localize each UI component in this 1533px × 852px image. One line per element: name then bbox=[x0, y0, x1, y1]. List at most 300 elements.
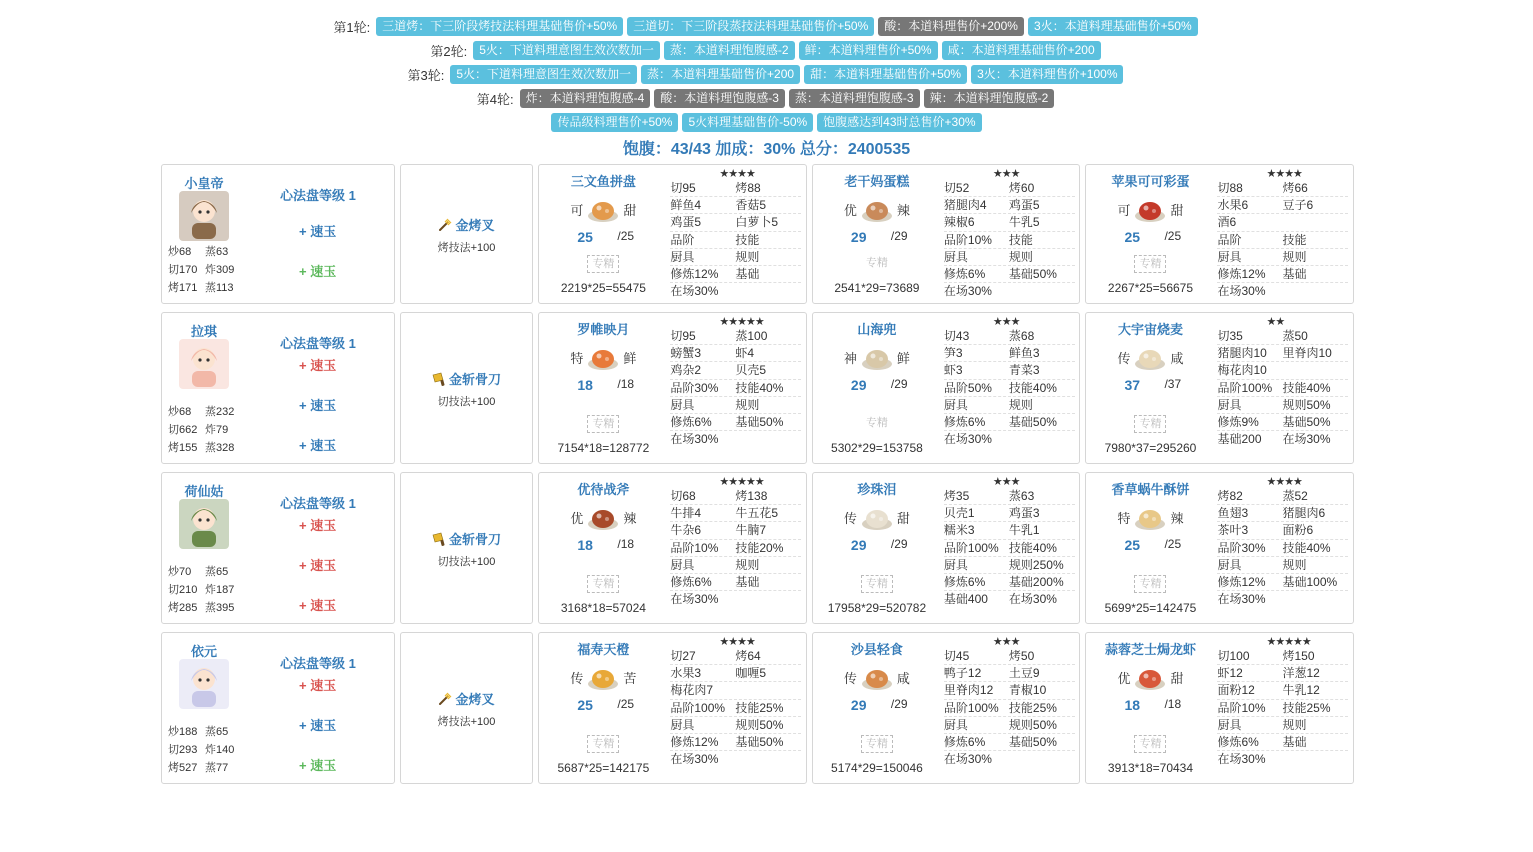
recipe-detail-table bbox=[1217, 328, 1348, 448]
skill-level-button[interactable]: 心法盘等级 1 bbox=[280, 336, 356, 351]
recipe-specialty: 专精 bbox=[587, 415, 619, 433]
equip-card[interactable] bbox=[400, 164, 534, 304]
recipe-detail-cell: 厨具 bbox=[943, 249, 968, 264]
recipe-card[interactable] bbox=[538, 164, 807, 304]
recipe-food-icon bbox=[861, 662, 893, 692]
recipe-detail-row bbox=[670, 540, 801, 557]
recipe-detail-cell: 厨具 bbox=[670, 397, 695, 412]
chef-stat-line bbox=[168, 759, 242, 777]
recipe-detail-cell: 糯米3 bbox=[943, 523, 975, 538]
chef-stat-line bbox=[168, 741, 242, 759]
recipe-name: 蒜蓉芝士焗龙虾 bbox=[1104, 642, 1196, 657]
recipe-detail-cell: 烤82 bbox=[1217, 489, 1243, 503]
recipe-detail-cell: 里脊肉10 bbox=[1282, 346, 1332, 361]
equip-name bbox=[401, 215, 533, 234]
recipe-detail-cell: 修炼6% bbox=[670, 414, 712, 429]
equip-card[interactable] bbox=[400, 472, 534, 624]
recipe-name: 优待战斧 bbox=[577, 482, 630, 497]
recipe-detail-row bbox=[1217, 266, 1348, 283]
round-row bbox=[0, 86, 1533, 110]
recipe-card[interactable] bbox=[1085, 312, 1354, 464]
recipe-detail-cell: 厨具 bbox=[943, 397, 968, 412]
recipe-detail-cell: 品阶30% bbox=[670, 380, 719, 395]
chef-card bbox=[161, 632, 395, 784]
buff-tag: 5火料理基础售价-50% bbox=[682, 113, 813, 132]
recipe-total: 2541*29=73689 bbox=[834, 281, 920, 295]
recipe-detail-row bbox=[670, 700, 801, 717]
recipe-detail-cell: 基础400 bbox=[943, 592, 988, 607]
recipe-detail-row bbox=[670, 431, 801, 448]
cleaver-icon bbox=[432, 532, 446, 546]
recipe-detail-row bbox=[1217, 665, 1348, 682]
recipe-detail-cell: 梅花肉10 bbox=[1217, 363, 1267, 378]
chef-stat: 切170 bbox=[168, 264, 198, 276]
recipe-detail-cell: 基础 bbox=[735, 574, 760, 589]
recipe-detail-cell: 烤88 bbox=[735, 181, 761, 195]
recipe-flavor: 甜 bbox=[896, 510, 910, 526]
recipe-detail-cell: 基础100% bbox=[1282, 574, 1338, 589]
recipe-detail-cell bbox=[735, 283, 801, 300]
recipe-detail-cell: 在场30% bbox=[1217, 284, 1266, 299]
recipe-specialty: 专精 bbox=[865, 257, 888, 269]
recipe-detail-cell: 牛杂6 bbox=[670, 523, 702, 538]
recipe-quantity-input[interactable]: 18 bbox=[577, 537, 593, 553]
recipe-detail-cell: 修炼9% bbox=[1217, 414, 1259, 429]
recipe-grade: 传 bbox=[570, 670, 584, 686]
recipe-stars: ★★★ bbox=[992, 316, 1020, 328]
recipe-detail-row bbox=[1217, 362, 1348, 379]
recipe-specialty: 专精 bbox=[861, 735, 893, 753]
recipe-detail-cell: 技能 bbox=[1008, 232, 1033, 247]
jade-slot-button[interactable]: + 速玉 bbox=[299, 558, 337, 573]
recipe-quantity-input[interactable]: 25 bbox=[577, 697, 593, 713]
recipe-flavor: 辣 bbox=[896, 202, 910, 218]
team-row bbox=[161, 164, 1354, 304]
recipe-detail-cell: 基础50% bbox=[735, 734, 784, 749]
recipe-total: 2219*25=55475 bbox=[560, 281, 646, 295]
recipe-detail-row bbox=[670, 682, 801, 699]
chef-stat-line bbox=[168, 279, 242, 297]
recipe-detail-row bbox=[1217, 700, 1348, 717]
recipe-grade: 优 bbox=[570, 510, 584, 526]
recipe-detail-row bbox=[670, 648, 801, 665]
recipe-detail-row bbox=[1217, 682, 1348, 699]
chef-stat: 炸187 bbox=[205, 584, 235, 596]
recipe-detail-cell bbox=[1282, 362, 1348, 378]
recipe-detail-table bbox=[1217, 180, 1348, 300]
recipe-name: 罗帷映月 bbox=[577, 322, 630, 337]
buff-tag: 饱腹感达到43时总售价+30% bbox=[817, 113, 981, 132]
recipe-detail-cell: 猪腿肉4 bbox=[943, 198, 987, 213]
equip-name bbox=[401, 529, 533, 548]
jade-slot-button[interactable]: + 速玉 bbox=[299, 598, 337, 613]
recipe-detail-row bbox=[1217, 283, 1348, 300]
team-row bbox=[161, 632, 1354, 784]
skill-level-button[interactable]: 心法盘等级 1 bbox=[280, 496, 356, 511]
equip-name bbox=[401, 689, 533, 708]
jade-slot-button[interactable]: + 速玉 bbox=[299, 358, 337, 373]
recipe-detail-cell: 切68 bbox=[670, 489, 696, 503]
recipe-card[interactable] bbox=[538, 312, 807, 464]
recipe-total: 3168*18=57024 bbox=[560, 601, 646, 615]
buff-tag: 甜：本道料理基础售价+50% bbox=[804, 65, 967, 84]
recipe-detail-cell: 基础50% bbox=[1008, 414, 1057, 429]
recipe-detail-row bbox=[670, 574, 801, 591]
recipe-quantity-max: /29 bbox=[890, 697, 908, 711]
recipe-specialty: 专精 bbox=[1134, 735, 1166, 753]
recipe-detail-cell: 蒸68 bbox=[1008, 329, 1035, 343]
skill-level-button[interactable]: 心法盘等级 1 bbox=[280, 188, 356, 203]
recipe-detail-row bbox=[670, 665, 801, 682]
recipe-detail-cell: 厨具 bbox=[943, 717, 968, 732]
recipe-stars: ★★★★ bbox=[719, 636, 755, 648]
recipe-detail-cell: 鸡杂2 bbox=[670, 363, 702, 378]
recipe-card[interactable] bbox=[812, 632, 1081, 784]
buff-tag: 鲜：本道料理售价+50% bbox=[799, 41, 938, 60]
recipe-specialty: 专精 bbox=[1134, 415, 1166, 433]
recipe-icon-row bbox=[813, 193, 941, 225]
recipe-detail-cell: 切45 bbox=[943, 649, 970, 663]
recipe-food-icon bbox=[861, 342, 893, 372]
recipe-quantity-input[interactable]: 29 bbox=[850, 377, 867, 393]
recipe-detail-cell: 辣椒6 bbox=[943, 215, 975, 230]
recipe-specialty: 专精 bbox=[587, 575, 619, 593]
equip-name bbox=[401, 369, 533, 388]
recipe-detail-row bbox=[670, 734, 801, 751]
jade-slot-button[interactable]: + 速玉 bbox=[299, 398, 337, 413]
equip-card[interactable] bbox=[400, 312, 534, 464]
chef-stat-line bbox=[168, 599, 242, 617]
recipe-detail-cell bbox=[1282, 751, 1348, 768]
round-label: 第1轮: bbox=[333, 19, 371, 35]
recipe-detail-cell: 烤150 bbox=[1282, 649, 1315, 663]
chef-stat: 蒸65 bbox=[205, 726, 229, 738]
round-label: 第2轮: bbox=[430, 43, 468, 59]
recipe-detail-cell: 在场30% bbox=[1282, 432, 1331, 447]
jade-slot-button[interactable]: + 速玉 bbox=[299, 758, 337, 773]
recipe-detail-table bbox=[944, 648, 1075, 768]
recipe-flavor: 苦 bbox=[623, 670, 637, 686]
recipe-grade: 优 bbox=[1117, 670, 1131, 686]
chef-stat: 烤155 bbox=[168, 442, 198, 454]
recipe-detail-cell: 在场30% bbox=[670, 752, 719, 767]
recipe-detail-cell: 规则 bbox=[1282, 717, 1307, 732]
recipe-quantity-input[interactable]: 37 bbox=[1124, 377, 1141, 393]
recipe-detail-row bbox=[944, 751, 1075, 768]
jade-slot-button[interactable]: + 速玉 bbox=[299, 678, 337, 693]
recipe-detail-cell: 笋3 bbox=[943, 346, 963, 361]
recipe-detail-row bbox=[944, 283, 1075, 300]
chef-stat: 炸79 bbox=[205, 424, 229, 436]
recipe-detail-cell: 在场30% bbox=[943, 752, 992, 767]
recipe-flavor: 咸 bbox=[1170, 350, 1184, 366]
recipe-quantity-max: /25 bbox=[1164, 537, 1182, 551]
recipe-card[interactable] bbox=[1085, 632, 1354, 784]
recipe-detail-cell: 技能40% bbox=[1282, 540, 1331, 555]
recipe-detail-cell: 规则50% bbox=[1008, 717, 1057, 732]
recipe-detail-cell: 牛五花5 bbox=[735, 506, 779, 521]
recipe-quantity-input[interactable]: 18 bbox=[577, 377, 593, 393]
jade-slot-button[interactable]: + 速玉 bbox=[299, 438, 337, 453]
recipe-detail-table bbox=[944, 328, 1075, 448]
buff-tag: 5火：下道料理意图生效次数加一 bbox=[473, 41, 660, 60]
recipe-detail-cell: 土豆9 bbox=[1008, 666, 1040, 681]
recipe-detail-cell: 厨具 bbox=[1217, 249, 1242, 264]
chef-stat: 蒸328 bbox=[205, 442, 235, 454]
recipe-detail-cell: 修炼6% bbox=[943, 414, 986, 429]
recipe-total: 5174*29=150046 bbox=[831, 761, 923, 775]
buff-tag: 三道烤：下三阶段烤技法料理基础售价+50% bbox=[376, 17, 623, 36]
recipe-detail-table bbox=[670, 328, 801, 448]
recipe-detail-cell: 蒸63 bbox=[1008, 489, 1035, 503]
recipe-stars: ★★★ bbox=[992, 168, 1020, 180]
recipe-detail-row bbox=[1217, 734, 1348, 751]
recipe-quantity-max: /18 bbox=[1164, 697, 1182, 711]
recipe-total: 7980*37=295260 bbox=[1104, 441, 1197, 455]
recipe-name: 山海兜 bbox=[857, 322, 897, 337]
recipe-detail-row bbox=[1217, 751, 1348, 768]
recipe-detail-cell: 修炼12% bbox=[670, 734, 719, 749]
recipe-detail-cell: 规则250% bbox=[1008, 557, 1064, 572]
recipe-detail-cell bbox=[735, 751, 801, 768]
recipe-detail-row bbox=[944, 214, 1075, 231]
recipe-grade: 特 bbox=[1117, 510, 1131, 526]
recipe-card[interactable] bbox=[812, 312, 1081, 464]
recipe-flavor: 甜 bbox=[623, 202, 637, 218]
recipe-detail-cell: 规则 bbox=[1282, 249, 1307, 264]
recipe-card[interactable] bbox=[538, 632, 807, 784]
recipe-detail-row bbox=[670, 283, 801, 300]
recipe-detail-cell bbox=[735, 682, 801, 698]
recipe-detail-cell: 修炼6% bbox=[943, 266, 986, 281]
recipe-detail-row bbox=[1217, 414, 1348, 431]
recipe-detail-row bbox=[670, 232, 801, 249]
recipe-detail-cell: 鸡蛋5 bbox=[670, 215, 702, 230]
jade-slot-button[interactable]: + 速玉 bbox=[299, 224, 337, 239]
recipe-quantity-max: /18 bbox=[617, 377, 635, 391]
recipe-detail-cell: 蒸100 bbox=[735, 329, 768, 343]
chef-name: 小皇帝 bbox=[184, 176, 224, 191]
recipe-detail-row bbox=[1217, 591, 1348, 608]
recipe-detail-cell bbox=[735, 591, 801, 608]
team-row bbox=[161, 312, 1354, 464]
recipe-detail-cell: 咖喱5 bbox=[735, 666, 767, 681]
recipe-detail-row bbox=[670, 505, 801, 522]
recipe-detail-row bbox=[944, 540, 1075, 557]
buff-tag: 5火：下道料理意图生效次数加一 bbox=[450, 65, 637, 84]
recipe-grade: 可 bbox=[570, 202, 584, 218]
chef-stat: 炒70 bbox=[168, 566, 192, 578]
recipe-detail-row bbox=[944, 557, 1075, 574]
recipe-quantity-input[interactable]: 18 bbox=[1124, 697, 1141, 713]
recipe-detail-cell: 规则 bbox=[735, 397, 760, 412]
recipe-detail-cell bbox=[1282, 591, 1348, 608]
recipe-card[interactable] bbox=[1085, 164, 1354, 304]
recipe-grade: 传 bbox=[1117, 350, 1131, 366]
recipe-detail-cell: 在场30% bbox=[1217, 592, 1266, 607]
chef-stat: 蒸65 bbox=[205, 566, 229, 578]
recipe-detail-cell: 面粉12 bbox=[1217, 683, 1255, 698]
team-grid bbox=[161, 164, 1354, 792]
jade-slot-button[interactable]: + 速玉 bbox=[299, 718, 337, 733]
recipe-detail-row bbox=[944, 328, 1075, 345]
recipe-detail-cell: 牛乳5 bbox=[1008, 215, 1040, 230]
recipe-detail-cell: 品阶10% bbox=[1217, 700, 1266, 715]
chef-stats bbox=[168, 563, 242, 617]
chef-avatar bbox=[179, 339, 229, 389]
recipe-detail-cell: 修炼6% bbox=[943, 734, 986, 749]
recipe-card[interactable] bbox=[538, 472, 807, 624]
recipe-detail-table bbox=[1217, 648, 1348, 768]
recipe-name: 香草蜗牛酥饼 bbox=[1111, 482, 1190, 497]
recipe-detail-cell: 修炼12% bbox=[1217, 266, 1266, 281]
recipe-name: 大宇宙烧麦 bbox=[1117, 322, 1183, 337]
recipe-grade: 可 bbox=[1117, 202, 1131, 218]
recipe-detail-cell: 修炼12% bbox=[670, 266, 719, 281]
recipe-quantity-input[interactable]: 29 bbox=[850, 229, 867, 245]
jade-slot-button[interactable]: + 速玉 bbox=[299, 264, 337, 279]
chef-stat-line bbox=[168, 421, 242, 439]
recipe-detail-cell: 牛腩7 bbox=[735, 523, 767, 538]
recipe-quantity-input[interactable]: 29 bbox=[850, 537, 867, 553]
recipe-detail-cell: 烤66 bbox=[1282, 181, 1308, 195]
recipe-detail-row bbox=[944, 431, 1075, 448]
recipe-detail-cell: 水果6 bbox=[1217, 198, 1249, 213]
recipe-detail-cell: 酒6 bbox=[1217, 215, 1237, 230]
recipe-stars: ★★★★★ bbox=[1266, 636, 1311, 648]
recipe-name: 珍珠泪 bbox=[857, 482, 897, 497]
recipe-detail-cell: 规则50% bbox=[1282, 397, 1331, 412]
recipe-detail-row bbox=[670, 488, 801, 505]
recipe-detail-cell: 烤50 bbox=[1008, 649, 1035, 663]
recipe-quantity-input[interactable]: 25 bbox=[1124, 229, 1141, 245]
recipe-name: 沙县轻食 bbox=[850, 642, 903, 657]
recipe-name: 三文鱼拼盘 bbox=[570, 174, 636, 189]
chef-stat: 炒188 bbox=[168, 726, 198, 738]
recipe-detail-cell: 技能25% bbox=[735, 700, 784, 715]
round-label: 第4轮: bbox=[476, 91, 514, 107]
equip-name-text: 金斩骨刀 bbox=[448, 532, 501, 547]
recipe-food-icon bbox=[587, 342, 619, 372]
recipe-detail-cell bbox=[1009, 283, 1075, 300]
chef-stats bbox=[168, 243, 242, 297]
chef-card bbox=[161, 164, 395, 304]
jade-slot-button[interactable]: + 速玉 bbox=[299, 518, 337, 533]
round-label: 第3轮: bbox=[407, 67, 445, 83]
recipe-specialty: 专精 bbox=[1134, 575, 1166, 593]
recipe-flavor: 甜 bbox=[1170, 670, 1184, 686]
recipe-detail-cell: 牛乳1 bbox=[1008, 523, 1040, 538]
round-row bbox=[0, 14, 1533, 38]
buff-tag: 酸：本道料理饱腹感-3 bbox=[654, 89, 785, 108]
skill-level-button[interactable]: 心法盘等级 1 bbox=[280, 656, 356, 671]
recipe-detail-cell bbox=[735, 431, 801, 448]
equip-desc: 切技法+100 bbox=[437, 396, 496, 408]
recipe-detail-row bbox=[670, 328, 801, 345]
recipe-detail-cell: 在场30% bbox=[943, 432, 992, 447]
recipe-food-icon bbox=[587, 194, 619, 224]
recipe-detail-cell: 在场30% bbox=[1008, 592, 1057, 607]
recipe-detail-row bbox=[670, 249, 801, 266]
recipe-specialty: 专精 bbox=[861, 575, 893, 593]
chef-stat: 烤285 bbox=[168, 602, 198, 614]
chef-stat-line bbox=[168, 581, 242, 599]
recipe-quantity-input[interactable]: 29 bbox=[850, 697, 867, 713]
recipe-detail-cell: 品阶30% bbox=[1217, 540, 1266, 555]
recipe-detail-cell: 青椒10 bbox=[1008, 683, 1047, 698]
recipe-quantity-input[interactable]: 25 bbox=[1124, 537, 1141, 553]
recipe-card[interactable] bbox=[1085, 472, 1354, 624]
recipe-detail-cell: 鲜鱼3 bbox=[1008, 346, 1040, 361]
recipe-total: 5302*29=153758 bbox=[831, 441, 923, 455]
recipe-detail-row bbox=[1217, 180, 1348, 197]
recipe-card[interactable] bbox=[812, 164, 1081, 304]
chef-card bbox=[161, 472, 395, 624]
recipe-detail-cell: 牛排4 bbox=[670, 506, 702, 521]
recipe-detail-cell: 洋葱12 bbox=[1282, 666, 1320, 681]
recipe-detail-row bbox=[1217, 214, 1348, 231]
recipe-detail-row bbox=[944, 648, 1075, 665]
recipe-detail-row bbox=[944, 414, 1075, 431]
recipe-detail-row bbox=[670, 266, 801, 283]
recipe-card[interactable] bbox=[812, 472, 1081, 624]
recipe-detail-cell: 品阶100% bbox=[943, 540, 999, 555]
recipe-stars: ★★ bbox=[1266, 316, 1285, 328]
recipe-icon-row bbox=[539, 193, 667, 225]
round-row bbox=[0, 38, 1533, 62]
recipe-detail-cell: 贝壳5 bbox=[735, 363, 767, 378]
recipe-flavor: 鲜 bbox=[623, 350, 637, 366]
recipe-food-icon bbox=[1134, 342, 1166, 372]
recipe-detail-cell: 厨具 bbox=[670, 557, 695, 572]
equip-info bbox=[401, 529, 533, 569]
equip-card[interactable] bbox=[400, 632, 534, 784]
recipe-quantity-input[interactable]: 25 bbox=[577, 229, 593, 245]
buff-tag: 蒸：本道料理饱腹感-3 bbox=[789, 89, 920, 108]
recipe-detail-table bbox=[944, 180, 1075, 300]
recipe-detail-cell: 基础200% bbox=[1008, 574, 1064, 589]
recipe-detail-row bbox=[670, 751, 801, 768]
chef-stat-line bbox=[168, 261, 242, 279]
recipe-detail-cell: 规则 bbox=[735, 249, 760, 264]
recipe-detail-cell: 在场30% bbox=[943, 284, 992, 299]
recipe-detail-row bbox=[670, 362, 801, 379]
buff-tag: 辣：本道料理饱腹感-2 bbox=[924, 89, 1055, 108]
recipe-detail-cell: 修炼6% bbox=[943, 574, 986, 589]
recipe-detail-cell: 品阶10% bbox=[670, 540, 719, 555]
recipe-detail-table bbox=[670, 648, 801, 768]
chef-name: 荷仙姑 bbox=[184, 484, 224, 499]
summary-wrap bbox=[0, 136, 1533, 163]
recipe-icon-row bbox=[539, 501, 667, 533]
recipe-icon-row bbox=[813, 501, 941, 533]
recipe-detail-cell: 技能40% bbox=[735, 380, 784, 395]
chef-card bbox=[161, 312, 395, 464]
recipe-detail-cell: 螃蟹3 bbox=[670, 346, 702, 361]
recipe-detail-cell: 基础 bbox=[1282, 266, 1307, 281]
recipe-detail-cell: 技能40% bbox=[1008, 540, 1057, 555]
recipe-detail-cell: 品阶10% bbox=[943, 232, 992, 247]
recipe-detail-cell: 修炼12% bbox=[1217, 574, 1266, 589]
recipe-detail-cell: 里脊肉12 bbox=[943, 683, 994, 698]
recipe-detail-cell: 牛乳12 bbox=[1282, 683, 1320, 698]
recipe-icon-row bbox=[813, 661, 941, 693]
recipe-detail-row bbox=[670, 414, 801, 431]
recipe-detail-row bbox=[944, 682, 1075, 699]
chef-stats bbox=[168, 403, 242, 457]
recipe-grade: 神 bbox=[843, 350, 857, 366]
recipe-quantity-max: /25 bbox=[617, 229, 635, 243]
